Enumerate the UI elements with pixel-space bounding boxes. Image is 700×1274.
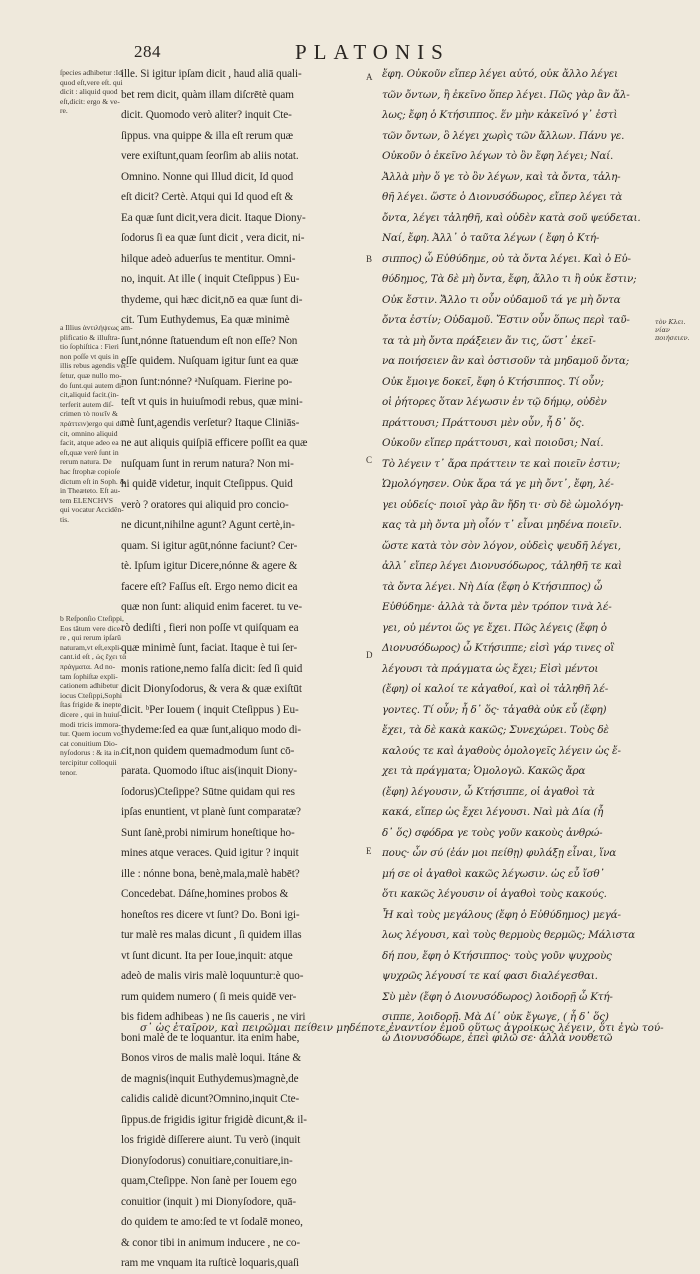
greek-margin-note: τὸν Κλει. νίαν ποιήσειεν. (655, 318, 690, 342)
margin-note-line: non poſſe vt quis in (60, 351, 119, 361)
margin-note-line: terferit autem diſ- (60, 399, 114, 409)
latin-text-line: adeò de malis viris malè loquuntur:è quo- (121, 970, 304, 982)
margin-note-line: ſtas frigide & inepte (60, 700, 121, 710)
margin-note-line: crimen τὸ ποιεῖν & (60, 409, 118, 419)
margin-note-line: tur. Quem iocum vo- (60, 729, 124, 739)
latin-text-line: verò ? oratores qui aliquid pro concio- (121, 498, 289, 511)
latin-text-line: eſt dicit? Certè. Atqui qui Id quod eſt & (121, 191, 294, 203)
greek-text-line: θῆ λέγει. ὥστε ὁ Διονυσόδωρος, εἴπερ λέγει τὰ (382, 191, 623, 203)
margin-note-line: re. (60, 106, 68, 116)
greek-text-line: τὰ ὄντα λέγει. Νὴ Δία (ἔφη ὁ Κτήσιππος) ὦ (382, 580, 603, 593)
latin-text-line: Dionyſodorus) conuitiare,conuitiare,in- (121, 1154, 293, 1167)
latin-text-line: ille : nónne bona, benè,mala,malè habēt? (121, 867, 300, 880)
margin-note-line: illis rebus agendis ver- (60, 361, 129, 371)
greek-text-line: τα τὰ μὴ ὄντα πράξειεν ἄν τις, ὥστ᾽ ἐκεῖ- (382, 334, 596, 347)
latin-text-line: facere eſt? Faſſus eſt. Ergo nemo dicit ea (121, 580, 298, 593)
greek-text-line: λως; ἔφη ὁ Κτήσιππος. ἕν μὴν κἀκεῖνό γ᾽ ἐστὶ (382, 109, 618, 121)
latin-text-line: Bonos viros de malis malè loqui. Itáne & (121, 1052, 301, 1064)
latin-text-line: ſippus.de frigidis igitur frigidè dicunt,& il- (121, 1113, 307, 1126)
greek-text-line: θύδημος, Τὰ δὲ μὴ ὄντα, ἔφη, ἄλλο τι ἢ οὐκ ἔστιν; (382, 273, 637, 285)
margin-note-line: rerum natura. De (60, 457, 112, 467)
greek-text-line: πους· ὧν σύ (ἐάν μοι πείθῃ) φυλάξῃ εἶναι, ἵνα (382, 847, 617, 859)
greek-text-line: λως λέγουσι, καὶ τοὺς θερμοὺς θερμῶς; Μάλιστα (382, 929, 635, 941)
greek-text-line: Ναί, ἔφη. Ἀλλ᾽ ὁ ταῦτα λέγων ( ἔφη ὁ Κτή- (382, 232, 600, 244)
greek-text-line: κας τὰ μὴ ὄντα μὴ οἷόν τ᾽ εἶναι μηδένα ποιεῖν. (382, 519, 622, 531)
margin-note-line: cit, omnino aliquid (60, 428, 118, 438)
margin-note-line: b Reſponſio Cteſippi, (60, 614, 124, 623)
latin-text-line: ne aut aliquis quiſpiā efficere poſſit ea quæ (121, 437, 308, 449)
greek-text-line: Οὐκοῦν ὁ ἐκεῖνο λέγων τὸ ὂν ἔφη λέγει; Ναί. (382, 150, 614, 162)
latin-text-line: monis ratione,nemo falſa dicit: ſed ſi quid (121, 662, 303, 675)
greek-text-line: Ὡμολόγησεν. Οὐκ ἄρα τά γε μὴ ὄντ᾽, ἔφη, λέ- (382, 478, 614, 490)
latin-text-line: cit,non quidem quemadmodum ſunt cō- (121, 744, 295, 757)
greek-text-column (382, 64, 682, 1048)
greek-text-line: σιππος) ὦ Εὐθύδημε, οὐ τὰ ὄντα λέγει. Καὶ ὁ Εὐ- (382, 252, 631, 265)
latin-text-line: ſodorus)Cteſippe? Sūtne quidam qui res (121, 785, 295, 798)
greek-text-line: Ἦ καὶ τοὺς μεγάλους (ἔφη ὁ Εὐθύδημος) μεγά- (382, 908, 621, 921)
latin-text-line: ſunt,nónne ſtatuendum eſt non eſſe? Non (121, 334, 298, 347)
greek-text-line: Εὐθύδημε· ἀλλὰ τὰ ὄντα μὲν τρόπον τινὰ λέ- (382, 601, 612, 613)
latin-text-line: tè. Ipſum igitur Dicere,nónne & agere & (121, 560, 298, 572)
margin-note-line: iocus Cteſippi,Sophi (60, 690, 123, 700)
latin-text-line: ſodorus ſi ea quæ ſunt dicit , vera dicit, ni- (121, 232, 305, 244)
greek-text-line: ὅτι κακῶς λέγουσιν οἱ ἀγαθοὶ τοὺς κακούς. (382, 888, 607, 900)
latin-text-line: quam. Si igitur agūt,nónne faciunt? Cer- (121, 539, 298, 552)
latin-text-line: rò dediſti , fieri non poſſe vt quiſquam ea (121, 621, 299, 634)
margin-note-line: eſt,dicit: ergo & ve- (60, 96, 120, 106)
margin-note-line: hac ſtrophæ copioſe (60, 466, 120, 476)
latin-text-line: bet rem dicit, quàm illam diſcrētè quam (121, 88, 294, 101)
section-letter-a: A (366, 72, 373, 82)
latin-text-line: nuſquam ſunt in rerum natura? Non mi- (121, 457, 294, 470)
greek-text-line: να ποιήσειεν ἂν καὶ ὁστισοῦν τὰ μηδαμοῦ ὄντα; (382, 355, 630, 367)
latin-text-line: vt ſunt dicunt. Ita per Ioue,inquit: atque (121, 949, 293, 962)
latin-text-line: dicit. Quomodo verò aliter? inquit Cte- (121, 109, 292, 121)
section-letter-c: C (366, 455, 373, 465)
margin-note-line: ſpecies adhibetur :Id (60, 68, 122, 77)
margin-note-line: re , qui rerum ipſarū (60, 633, 121, 643)
latin-text-line: eſſe quidem. Nuſquam igitur ſunt ea quæ (121, 355, 299, 367)
margin-note-line: do ſunt.qui autem di- (60, 380, 124, 390)
latin-text-line: ipſas enuntient, vt planè ſunt comparatæ? (121, 806, 301, 818)
greek-text-line: κακά, εἴπερ ὡς ἔχει λέγουσι. Ναὶ μὰ Δία (ἦ (382, 806, 604, 818)
margin-note-line: quod eſt,vere eſt. qui (60, 77, 123, 87)
latin-text-line: cit. Tum Euthydemus, Ea quæ minimè (121, 314, 290, 326)
greek-text-line: ἔχει, τὰ δὲ κακὰ κακῶς; Συνεχώρει. Τοὺς δὲ (382, 724, 609, 736)
margin-note-line: cationem adhibetur (60, 681, 119, 691)
latin-text-line: non ſunt:nónne? ᵃNuſquam. Fierine po- (121, 375, 293, 388)
latin-text-line: dicit Dionyſodorus, & vera & quæ exiſtūt (121, 683, 302, 695)
section-letter-e: E (366, 846, 372, 856)
greek-text-line: ἔφη. Οὐκοῦν εἴπερ λέγει αὐτό, οὐκ ἄλλο λέγει (382, 68, 618, 80)
latin-text-line: & conor tibi in animum inducere , ne co- (121, 1236, 300, 1249)
latin-text-line: los frigidè diſſerere aiunt. Tu verò (inquit (121, 1134, 301, 1146)
greek-text-line: Ἀλλὰ μὴν ὅ γε τὸ ὂν λέγων, καὶ τὰ ὄντα, τἀλη- (382, 170, 621, 183)
latin-text-line: Sunt ſanè,probi nimirum honeſtique ho- (121, 826, 295, 839)
margin-note-line: a Illius ἀντιλήψεως am- (60, 323, 133, 332)
latin-text-line: mines atque veraces. Quid igitur ? inquit (121, 847, 299, 859)
latin-text-line: do quidem te amo:ſed te vt ſodalē moneo, (121, 1216, 303, 1228)
latin-text-line: quam,Cteſippe. Non ſanè per Iouem ego (121, 1175, 297, 1187)
page-number: 284 (134, 42, 161, 61)
margin-note-line: tercipitur colloquii (60, 757, 117, 767)
latin-text-line: dicit. ᵇPer Iouem ( inquit Cteſippus ) Eu- (121, 703, 299, 716)
greek-text-line: τῶν ὄντων, ὃ λέγει χωρὶς τῶν ἄλλων. Πάνυ γε. (382, 129, 625, 142)
greek-text-line: ὄντα, λέγει τἀληθῆ, καὶ οὐδὲν κατὰ σοῦ ψεύδεται. (382, 211, 641, 224)
latin-text-line: ram me vnquam ita ruſticè loquaris,quaſi (121, 1257, 300, 1269)
margin-note-line: tio ſophiſtica : Fieri (60, 342, 119, 352)
greek-text-line: τῶν ὄντων, ἢ ἐκεῖνο ὅπερ λέγει. Πῶς γὰρ ἂν ἄλ- (382, 88, 630, 101)
latin-text-line: parata. Quomodo iſtuc ais(inquit Diony- (121, 765, 297, 777)
margin-note-line: in Theæteto. Eſt au- (60, 486, 121, 496)
greek-text-line: καλούς τε καὶ ἀγαθοὺς ὁμολογεῖς λέγειν ὡς ἔ- (382, 744, 621, 757)
margin-note-line: tenor. (60, 767, 78, 777)
latin-text-line: calidis calidè dicunt?Omnino,inquit Cte- (121, 1093, 300, 1105)
latin-text-line: Ea quæ ſunt dicit,vera dicit. Itaque Diony- (121, 211, 306, 224)
latin-text-line: de magnis(inquit Euthydemus)magnè,de (121, 1072, 299, 1085)
greek-text-line: Διονυσόδωρος) ὦ Κτήσιππε; εἰσὶ γάρ τινες οἳ (382, 642, 615, 654)
latin-text-line: ne dicunt,nihilne agunt? Agunt certè,in- (121, 519, 295, 531)
latin-text-line: Omnino. Nonne qui Illud dicit, Id quod (121, 170, 294, 183)
greek-text-line: σιππε, λοιδορῇ. Μὰ Δί᾽ οὐκ ἔγωγε, ( ἦ δ᾽ ὅς) (382, 1011, 609, 1023)
latin-text-line: teſt vt quis in huiuſmodi rebus, quæ mini- (121, 396, 303, 408)
greek-text-line: Οὐκοῦν εἴπερ πράττουσι, καὶ ποιοῦσι; Ναί. (382, 437, 604, 449)
margin-note-line: cat conuitium Dio- (60, 738, 118, 748)
margin-note-line: facit, atque adeo ea (60, 438, 119, 448)
margin-note-line: tis. (60, 514, 70, 524)
margin-note-line: cant.id eſt , ὡς ἔχει τὰ (60, 652, 127, 662)
greek-text-line: (ἔφη) λέγουσιν, ὦ Κτήσιππε, οἱ ἀγαθοὶ τὰ (382, 785, 595, 798)
margin-note-line: nyſodorus : & ita in- (60, 748, 123, 758)
margin-note-line: dictum eſt in Soph. & (60, 476, 126, 486)
margin-note-line: πράγματα. Ad no- (60, 661, 116, 671)
latin-text-line: thydeme:ſed ea quæ ſunt,aliquo modo di- (121, 724, 302, 736)
margin-note-line: naturam,vt eſt,expli- (60, 642, 122, 652)
latin-translation-column (121, 64, 363, 1274)
greek-text-line: Σὺ μὲν (ἔφη ὁ Διονυσόδωρος) λοιδορῇ ὦ Κτή- (382, 990, 613, 1003)
margin-note-1 (60, 68, 122, 116)
margin-note-line: modi tricis immora- (60, 719, 121, 729)
greek-text-line: Οὐκ ἔστιν. Ἄλλο τι οὖν οὐδαμοῦ τά γε μὴ ὄντα (382, 293, 621, 306)
greek-text-line: σ᾽ ὡς ἑταῖρον, καὶ πειρῶμαι πείθειν μηδέποτε ἐναντίον ἐμοῦ οὕτως ἀγροίκως λέγειν, ὅτι ἐγὼ τού- (140, 1022, 664, 1034)
latin-text-line: thydeme, qui hæc dicit,nō ea quæ ſunt di- (121, 293, 303, 306)
latin-text-line: ille. Si igitur ipſam dicit , haud aliā quali- (121, 68, 302, 80)
latin-text-line: hilque adeò aduerſus te mentitur. Omni- (121, 252, 296, 265)
greek-text-line: ὥστε κατὰ τὸν σὸν λόγον, οὐδεὶς ψευδῆ λέγει, (382, 539, 621, 552)
latin-text-line: quæ non ſunt: aliquid enim faceret. tu ve- (121, 601, 302, 613)
running-title: PLATONIS (295, 40, 450, 64)
latin-text-line: boni malè de te loquantur. ita enim habe, (121, 1031, 300, 1044)
greek-text-line: δ᾽ ὅς) σφόδρα γε τοὺς γοῦν κακοὺς ἀνθρώ- (382, 826, 603, 839)
greek-text-line: οἱ ῥήτορες ὅταν λέγωσιν ἐν τῷ δήμῳ, οὐδὲν (382, 396, 607, 408)
greek-text-line: λέγουσι τὰ πράγματα ὡς ἔχει; Εἰσὶ μέντοι (382, 662, 599, 675)
latin-text-line: vere exiſtunt,quam ſeorſim ab aliis notat. (121, 150, 299, 162)
margin-note-line: tam ſophiſtæ expli- (60, 671, 118, 681)
section-letter-d: D (366, 650, 373, 660)
margin-note-line: πράττειν)ergo qui di- (60, 418, 125, 428)
latin-text-line: no, inquit. At ille ( inquit Cteſippus ) Eu- (121, 273, 300, 285)
greek-text-line: ὦ Διονυσόδωρε, ἐπεὶ φιλῶ σε· ἀλλὰ νουθετῶ (382, 1031, 613, 1044)
greek-text-line: πράττουσι; Πράττουσι μὲν οὖν, ἦ δ᾽ ὅς. (382, 416, 585, 429)
margin-note-line: Eos tâtum vere dice- (60, 623, 123, 633)
margin-note-line: ſetur, quæ nullo mo- (60, 370, 122, 380)
greek-text-line: Τὸ λέγειν τ᾽ ἄρα πράττειν τε καὶ ποιεῖν ἐστιν; (382, 457, 620, 470)
latin-text-line: rum quidem numero ( ſi meis quidē ver- (121, 990, 297, 1003)
greek-text-line: χει τὰ πράγματα; Ὁμολογῶ. Κακῶς ἄρα (382, 765, 586, 777)
latin-text-line: quæ minimè ſunt, faciat. Itaque è tui ſer- (121, 642, 298, 654)
latin-text-line: honeſtos res dicere vt ſunt? Do. Boni igi- (121, 908, 300, 921)
margin-note-line: dicit : aliquid quod (60, 87, 118, 97)
latin-text-line: conuitior (inquit ) mi Dionyſodore, quā- (121, 1195, 296, 1208)
margin-note-line: cit,aliquid facit.(in- (60, 390, 119, 400)
greek-text-line: γει οὐδείς· ποιοῖ γὰρ ἂν ἤδη τι· σὺ δὲ ὡμολόγη- (382, 498, 624, 511)
margin-note-line: qui vocatur Accidên- (60, 505, 124, 515)
margin-note-a (60, 323, 133, 524)
greek-text-line: γοντες. Τί οὖν; ἦ δ᾽ ὅς· τἀγαθὰ οὐκ εὖ (ἔφη) (382, 703, 607, 716)
latin-text-line: ſippus. vna quippe & illa eſt rerum quæ (121, 129, 293, 142)
greek-final-line (140, 1022, 700, 1034)
latin-text-line: tur malè res malas dicunt , ſi quidem illas (121, 929, 302, 941)
greek-text-line: ψυχρῶς λέγουσί τε καί φασι διαλέγεσθαι. (382, 970, 598, 982)
section-letter-b: B (366, 254, 373, 264)
latin-text-line: hi quidē videtur, inquit Cteſippus. Quid (121, 478, 293, 490)
latin-text-line: mè ſunt,agendis verſetur? Itaque Cliniās- (121, 416, 300, 429)
latin-text-line: Concedebat. Dáſne,homines probos & (121, 888, 289, 900)
greek-text-line: (ἔφη) οἱ καλοί τε κἀγαθοί, καὶ οἱ τἀληθῆ λέ- (382, 683, 609, 695)
margin-note-line: eſt,quæ verè ſunt in (60, 447, 119, 457)
latin-text-line: bis fidem adhibeas ) ne ſis caueris , ne viri (121, 1011, 306, 1023)
greek-text-line: ὄντα ἐστίν; Οὐδαμοῦ. Ἔστιν οὖν ὅπως περὶ ταῦ- (382, 314, 630, 326)
margin-note-line: tem ELENCHVS (60, 495, 113, 505)
margin-note-line: dicere , qui in huiuſ- (60, 709, 122, 719)
greek-text-line: μή σε οἱ ἀγαθοὶ κακῶς λέγωσιν. ὡς εὖ ἴσθ᾽ (382, 867, 605, 880)
greek-text-line: ἀλλ᾽ εἴπερ λέγει Διονυσόδωρος, τἀληθῆ τε καὶ (382, 560, 622, 572)
greek-text-line: γει, οὐ μέντοι ὥς γε ἔχει. Πῶς λέγεις (ἔφη ὁ (382, 621, 607, 634)
margin-note-line: plificatio & illuſtra- (60, 332, 120, 342)
margin-note-b (60, 614, 127, 777)
greek-text-line: δή που, ἔφη ὁ Κτήσιππος· τοὺς γοῦν ψυχροὺς (382, 949, 612, 962)
greek-text-line: Οὐκ ἔμοιγε δοκεῖ, ἔφη ὁ Κτήσιππος. Τί οὖν; (382, 375, 604, 388)
